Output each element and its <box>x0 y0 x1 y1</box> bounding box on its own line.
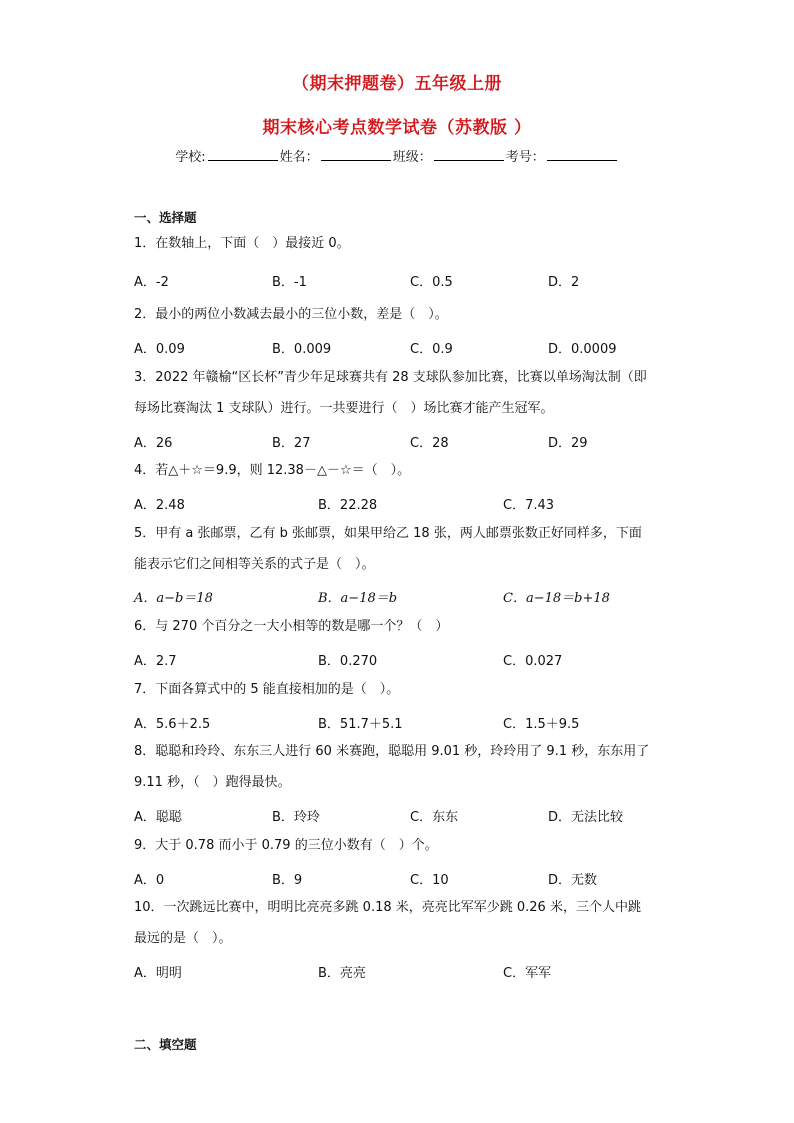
option-a[interactable]: A．26 <box>134 436 173 451</box>
option-b[interactable]: B．-1 <box>272 275 307 290</box>
question-6-options <box>134 650 674 670</box>
question-5-line-1: 5．甲有 a 张邮票，乙有 b 张邮票，如果甲给乙 18 张，两人邮票张数正好同样多，下面 <box>134 526 642 541</box>
option-a[interactable]: A．明明 <box>134 966 182 981</box>
option-c[interactable]: C．28 <box>410 436 449 451</box>
school-label: 学校: <box>175 150 206 165</box>
option-d[interactable]: D．29 <box>548 436 588 451</box>
student-info-line <box>0 146 794 165</box>
option-a[interactable]: A．2.7 <box>134 654 177 669</box>
question-8-options <box>134 806 674 826</box>
option-d[interactable]: D．0.0009 <box>548 342 617 357</box>
option-c[interactable]: C．7.43 <box>503 498 555 513</box>
option-b[interactable]: B．亮亮 <box>318 966 366 981</box>
question-3-options <box>134 432 674 452</box>
option-b[interactable]: B．0.009 <box>272 342 332 357</box>
option-a[interactable]: A．2.48 <box>134 498 185 513</box>
question-9-options <box>134 869 674 889</box>
question-10-line-1: 10．一次跳远比赛中，明明比亮亮多跳 0.18 米，亮亮比军军少跳 0.26 米，三个人中跳 <box>134 900 641 915</box>
question-7: 7．下面各算式中的 5 能直接相加的是（ ）。 <box>134 682 400 697</box>
class-label: 班级： <box>392 150 432 165</box>
question-5-options <box>134 587 674 607</box>
option-d[interactable]: D．无法比较 <box>548 810 624 825</box>
option-c[interactable]: C．0.027 <box>503 654 563 669</box>
option-b[interactable]: B．0.270 <box>318 654 378 669</box>
question-10 <box>134 892 664 954</box>
section-heading-fill-blank: 二、填空题 <box>134 1037 197 1052</box>
exam-subtitle: 期末核心考点数学试卷（苏教版 ） <box>262 118 532 138</box>
section-heading-choice: 一、选择题 <box>134 210 197 225</box>
option-b[interactable]: B．a−18＝b <box>318 591 398 606</box>
school-field[interactable] <box>208 148 278 161</box>
question-6: 6．与 270 个百分之一大小相等的数是哪一个？（ ） <box>134 619 449 634</box>
option-a[interactable]: A．5.6＋2.5 <box>134 717 211 732</box>
question-1-options <box>134 271 674 291</box>
option-d[interactable]: D．2 <box>548 275 580 290</box>
question-2: 2．最小的两位小数减去最小的三位小数，差是（ ）。 <box>134 307 448 322</box>
question-2-options <box>134 338 674 358</box>
question-5 <box>134 518 664 580</box>
option-c[interactable]: C．10 <box>410 873 449 888</box>
option-c[interactable]: C．0.9 <box>410 342 453 357</box>
question-3-line-2: 每场比赛淘汰 1 支球队）进行。一共要进行（ ）场比赛才能产生冠军。 <box>134 401 554 416</box>
question-10-options <box>134 962 674 982</box>
option-b[interactable]: B．9 <box>272 873 303 888</box>
question-10-line-2: 最远的是（ ）。 <box>134 931 232 946</box>
question-8-line-1: 8．聪聪和玲玲、东东三人进行 60 米赛跑，聪聪用 9.01 秒，玲玲用了 9.1 秒，东东用了 <box>134 744 650 759</box>
question-9: 9．大于 0.78 而小于 0.79 的三位小数有（ ）个。 <box>134 838 438 853</box>
option-b[interactable]: B．22.28 <box>318 498 378 513</box>
option-c[interactable]: C．东东 <box>410 810 459 825</box>
option-c[interactable]: C．a−18＝b+18 <box>503 591 610 606</box>
option-c[interactable]: C．0.5 <box>410 275 453 290</box>
question-7-options <box>134 713 674 733</box>
option-a[interactable]: A．-2 <box>134 275 169 290</box>
question-8-line-2: 9.11 秒，（ ）跑得最快。 <box>134 775 291 790</box>
class-field[interactable] <box>434 148 504 161</box>
name-label: 姓名： <box>279 150 319 165</box>
option-a[interactable]: A．a−b＝18 <box>134 591 213 606</box>
question-3 <box>134 362 664 424</box>
question-5-line-2: 能表示它们之间相等关系的式子是（ ）。 <box>134 557 375 572</box>
question-4: 4．若△＋☆＝9.9，则 12.38－△－☆＝（ ）。 <box>134 463 411 478</box>
option-b[interactable]: B．玲玲 <box>272 810 320 825</box>
option-c[interactable]: C．军军 <box>503 966 552 981</box>
question-4-options <box>134 494 674 514</box>
option-b[interactable]: B．27 <box>272 436 311 451</box>
number-field[interactable] <box>547 148 617 161</box>
option-d[interactable]: D．无数 <box>548 873 598 888</box>
option-a[interactable]: A．聪聪 <box>134 810 182 825</box>
option-a[interactable]: A．0 <box>134 873 165 888</box>
option-b[interactable]: B．51.7＋5.1 <box>318 717 403 732</box>
exam-title: （期末押题卷）五年级上册 <box>292 74 502 94</box>
question-3-line-1: 3．2022 年赣榆“区长杯”青少年足球赛共有 28 支球队参加比赛，比赛以单场淘汰制（即 <box>134 370 647 385</box>
question-8 <box>134 736 664 798</box>
question-1: 1．在数轴上，下面（ ）最接近 0。 <box>134 236 350 251</box>
name-field[interactable] <box>321 148 391 161</box>
option-c[interactable]: C．1.5＋9.5 <box>503 717 580 732</box>
option-a[interactable]: A．0.09 <box>134 342 185 357</box>
number-label: 考号： <box>505 150 545 165</box>
